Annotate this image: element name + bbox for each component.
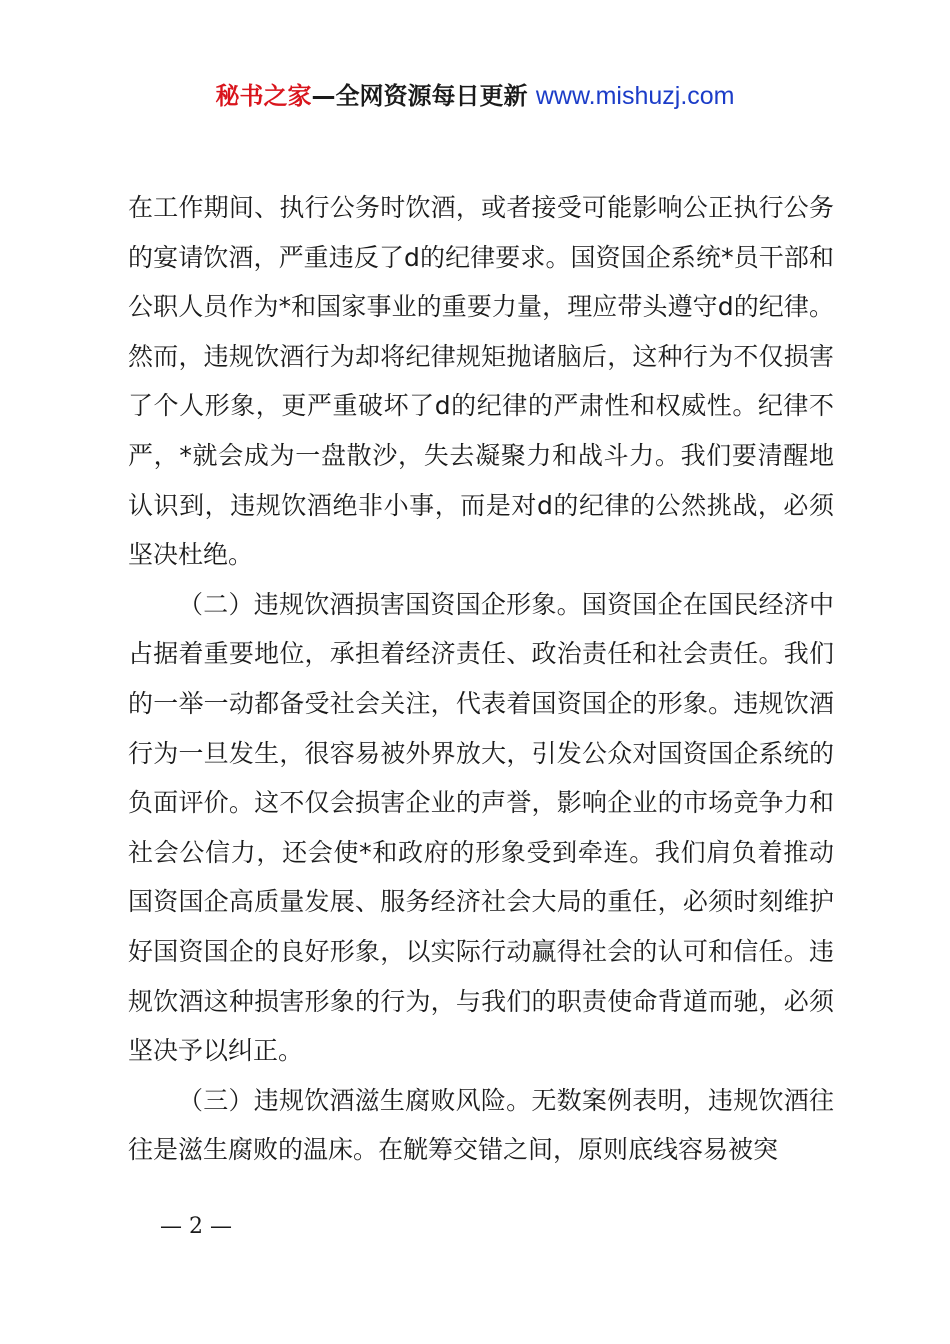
paragraph-continued: 在工作期间、执行公务时饮酒，或者接受可能影响公正执行公务的宴请饮酒，严重违反了d的纪律要求。国资国企系统*员干部和公职人员作为*和国家事业的重要力量，理应带头遵守d的纪律。然而，违规饮酒行为却将纪律规矩抛诸脑后，这种行为不仅损害了个人形象，更严重破坏了d的纪律的严肃性和权威性。纪律不严，*就会成为一盘散沙，失去凝聚力和战斗力。我们要清醒地认识到，违规饮酒绝非小事，而是对d的纪律的公然挑战，必须坚决杜绝。 <box>128 193 834 570</box>
site-header <box>0 80 950 112</box>
paragraph-section-2: （二）违规饮酒损害国资国企形象。国资国企在国民经济中占据着重要地位，承担着经济责任、政治责任和社会责任。我们的一举一动都备受社会关注，代表着国资国企的形象。违规饮酒行为一旦发生，很容易被外界放大，引发公众对国资国企系统的负面评价。这不仅会损害企业的声誉，影响企业的市场竞争力和社会公信力，还会使*和政府的形象受到牵连。我们肩负着推动国资国企高质量发展、服务经济社会大局的重任，必须时刻维护好国资国企的良好形象，以实际行动赢得社会的认可和信任。违规饮酒这种损害形象的行为，与我们的职责使命背道而驰，必须坚决予以纠正。 <box>128 589 834 1066</box>
brand-name: 秘书之家 <box>215 82 312 110</box>
paragraph-section-3: （三）违规饮酒滋生腐败风险。无数案例表明，违规饮酒往往是滋生腐败的温床。在觥筹交错之间，原则底线容易被突 <box>128 1085 834 1165</box>
header-slogan: —全网资源每日更新 <box>311 82 528 110</box>
document-body <box>128 183 834 1175</box>
site-url: www.mishuzj.com <box>535 82 735 110</box>
page-number: — 2 — <box>160 1214 232 1239</box>
